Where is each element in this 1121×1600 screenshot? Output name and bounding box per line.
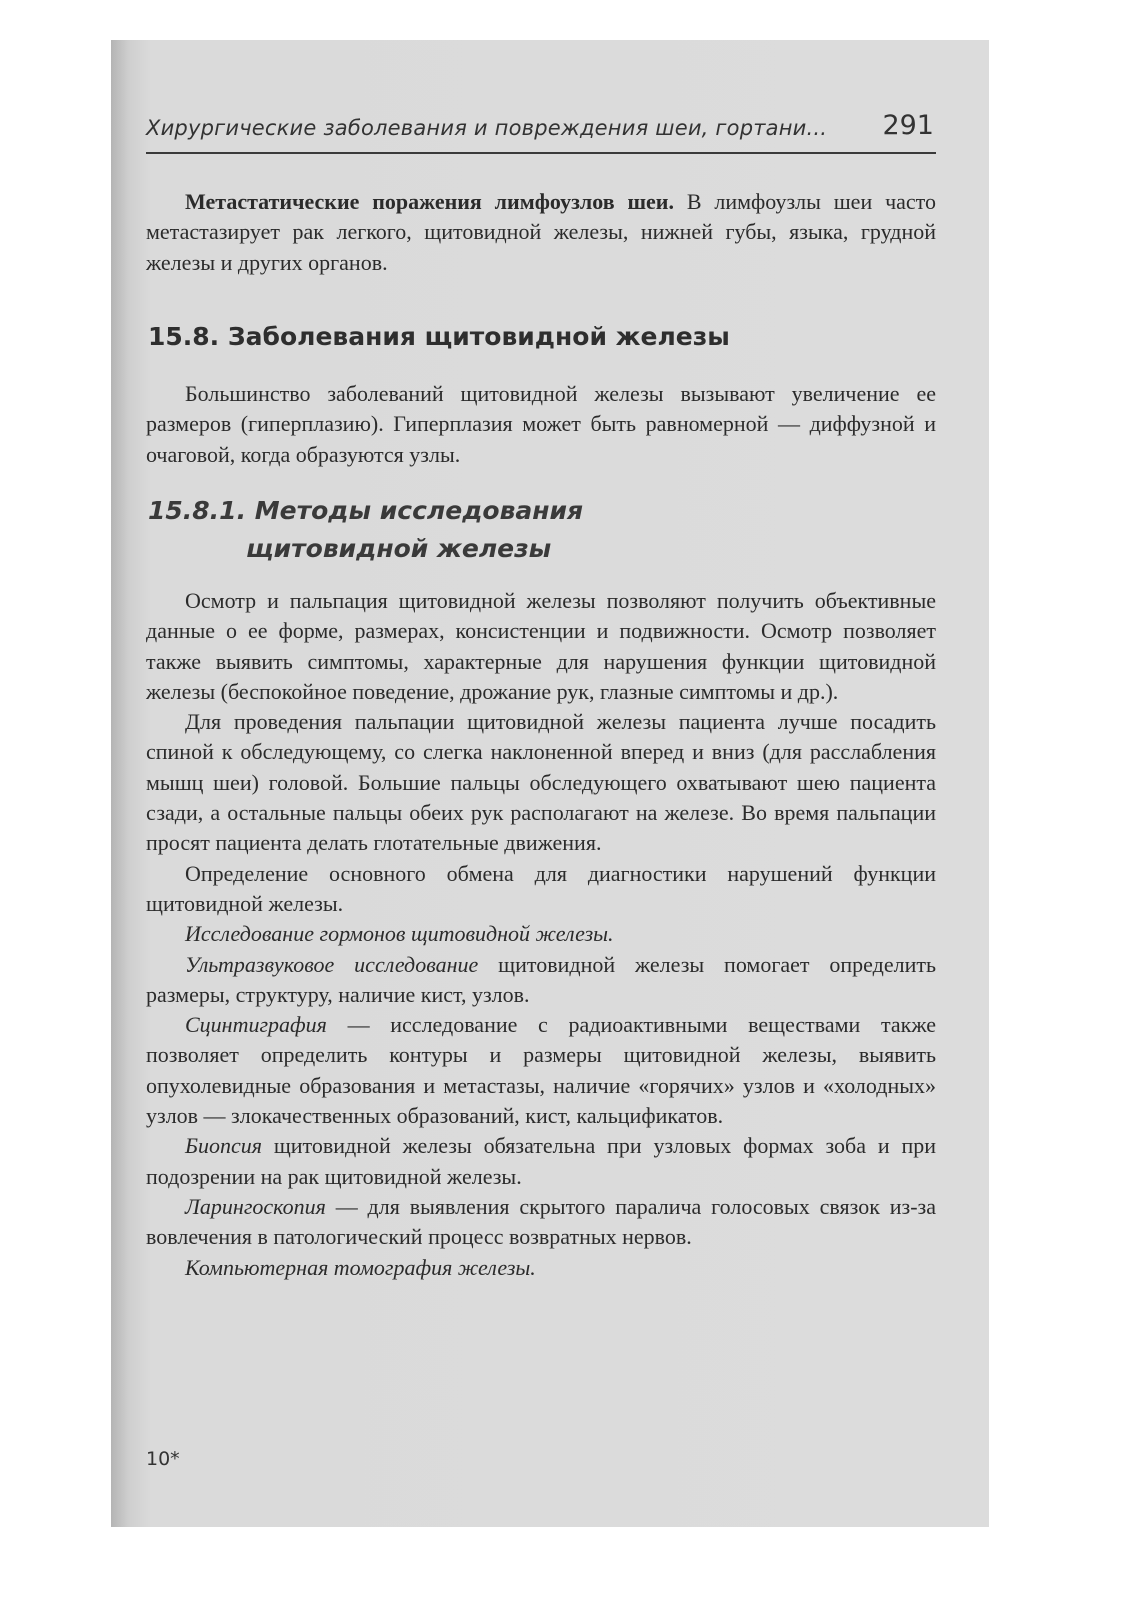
text-laryngoscopy: — для выявления скрытого паралича голосовых связок из-за вовлечения в патологический процесс возвратных нервов. — [146, 1193, 936, 1250]
page-number: 291 — [882, 110, 934, 141]
paragraph-inspection: Осмотр и пальпация щитовидной железы позволяют получить объективные данные о ее форме, размерах, консистенции и подвижности. Осмотр позволяет также выявить симптомы, характерные для нарушения функции щитовидной железы (беспокойное поведение, дрожание рук, глазные симптомы и др.). — [146, 588, 936, 704]
intro-lead: Метастатические поражения лимфоузлов шеи. — [185, 189, 674, 214]
term-ultrasound: Ультразвуковое исследование — [185, 951, 479, 977]
running-header — [146, 110, 936, 154]
subsection-heading-line1: 15.8.1. Методы исследования — [148, 496, 584, 525]
paragraph-hormones: Исследование гормонов щитовидной железы. — [185, 921, 614, 947]
paragraph-metabolism: Определение основного обмена для диагностики нарушений функции щитовидной железы. — [146, 860, 936, 916]
running-title: Хирургические заболевания и повреждения шеи, гортани... — [146, 116, 828, 140]
term-biopsy: Биопсия — [185, 1133, 262, 1159]
text-ultrasound: щитовидной железы помогает определить размеры, структуру, наличие кист, узлов. — [146, 951, 936, 1007]
paragraph-scintigraphy — [146, 1010, 936, 1131]
paragraph-ultrasound — [146, 950, 936, 1011]
subsection-heading-line2: щитовидной железы — [246, 534, 552, 563]
paragraph-palpation: Для проведения пальпации щитовидной железы пациента лучше посадить спиной к обследующему, со слегка наклоненной вперед и вниз (для расслабления мышц шеи) головой. Большие пальцы обследующего охватывают шею пациента сзади, а остальные пальцы обеих рук располагают на железе. Во время пальпации просят пациента делать глотательные движения. — [146, 709, 936, 856]
intro-text: В лимфоузлы шеи часто метастазирует рак легкого, щитовидной железы, нижней губы, языка, грудной железы и других органов. — [146, 189, 936, 275]
section-paragraph-block — [146, 379, 936, 470]
section-heading: 15.8. Заболевания щитовидной железы — [148, 322, 730, 351]
term-scintigraphy: Сцинтиграфия — [185, 1012, 327, 1038]
term-laryngoscopy: Ларингоскопия — [185, 1193, 326, 1219]
paragraph-laryngoscopy — [146, 1192, 936, 1253]
methods-text-block — [146, 586, 936, 1283]
intro-paragraph — [146, 187, 936, 278]
section-paragraph: Большинство заболеваний щитовидной железы вызывают увеличение ее размеров (гиперплазию). Гиперплазия может быть равномерной — диффузной и очаговой, когда образуются узлы. — [146, 381, 936, 467]
intro-paragraph-block — [146, 187, 936, 278]
paragraph-ct: Компьютерная томография железы. — [185, 1254, 536, 1280]
paragraph-biopsy — [146, 1131, 936, 1192]
subsection-heading — [148, 492, 583, 568]
text-scintigraphy: — исследование с радиоактивными веществами также позволяет определить контуры и размеры щитовидной железы, выявить опухолевидные образования и метастазы, наличие «горячих» узлов и «холодных» узлов — злокачественных образований, кист, кальцификатов. — [146, 1012, 936, 1129]
signature-mark: 10* — [146, 1448, 180, 1470]
text-biopsy: щитовидной железы обязательна при узловых формах зоба и при подозрении на рак щитовидной железы. — [146, 1133, 936, 1189]
